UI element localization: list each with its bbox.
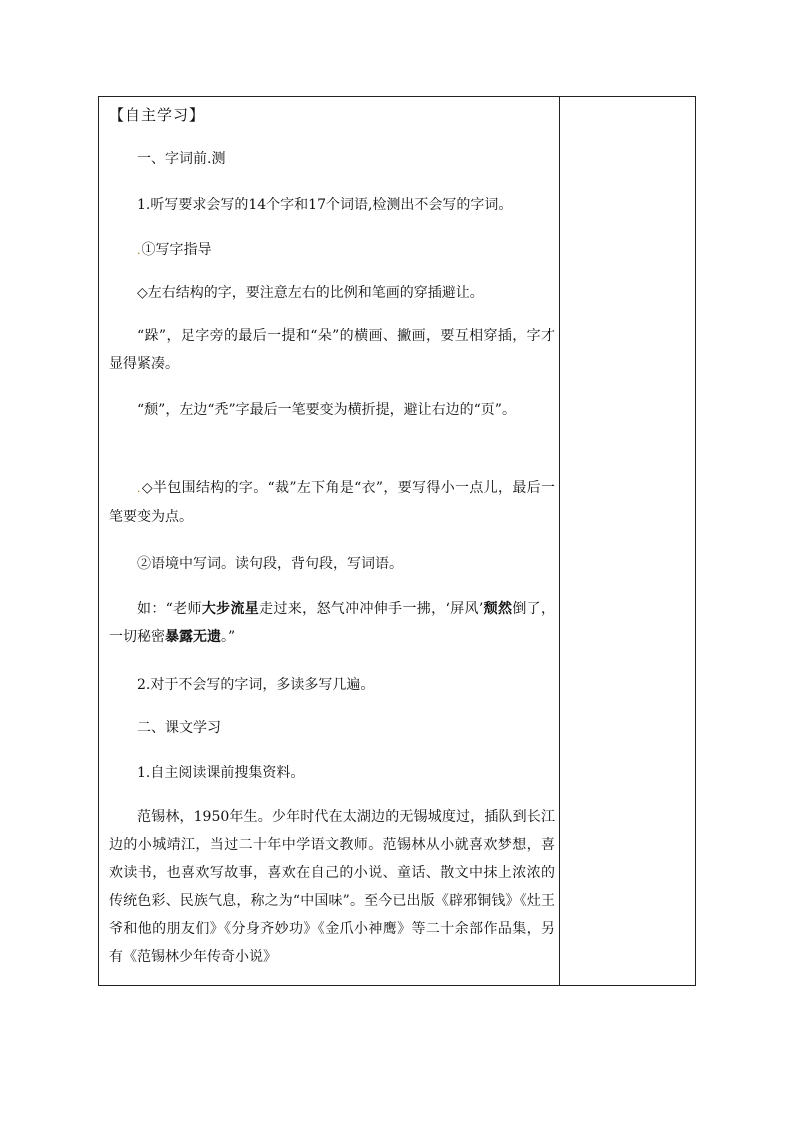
example-word-1: 大步流星 xyxy=(201,601,260,617)
semi-rule-text: ◇半包围结构的字。“裁”左下角是“衣”，要写得小一点儿，最后一笔要变为点。 xyxy=(109,480,555,525)
item1-text: 1.听写要求会写的14个字和17个词语,检测出不会写的字词。 xyxy=(137,197,513,213)
lr-rule-text: ◇左右结构的字，要注意左右的比例和笔画的穿插避让。 xyxy=(137,285,484,301)
example-suffix: 。” xyxy=(221,629,236,645)
tui-example-text: “颓”，左边“秃”字最后一笔要变为横折提，避让右边的“页”。 xyxy=(137,402,516,418)
semi-rule-mark: . xyxy=(137,482,141,495)
lesson-table xyxy=(98,96,696,986)
part1-title: 一、字词前.测 xyxy=(137,151,226,167)
sub1-line xyxy=(109,236,555,265)
duo-example-text: “跺”，足字旁的最后一提和“朵”的横画、撇画，要互相穿插，字才显得紧凑。 xyxy=(109,328,555,372)
example-mid-2: 倒了，一切秘密 xyxy=(109,601,556,645)
author-bio-text: 范锡林，1950年生。少年时代在太湖边的无锡城度过，插队到长江边的小城靖江，当过二十年中学语文教师。范锡林从小就喜欢梦想，喜欢读书，也喜欢写故事，喜欢在自己的小说、童话、散文中抹上浓浓的传统色彩、民族气息，称之为“中国味”。至今已出版《辟邪铜钱》《灶王爷和他的朋友们》《分身齐妙功》《金爪小神鹰》等二十余部作品集，另有《范锡林少年传奇小说》 xyxy=(109,809,555,965)
example-sentence xyxy=(109,595,555,651)
example-prefix: 如：“老师 xyxy=(137,601,202,617)
item2-text: 2.对于不会写的字词，多读多写几遍。 xyxy=(137,677,375,693)
sub1-text: ①写字指导 xyxy=(141,242,212,258)
part2-title: 二、课文学习 xyxy=(137,720,221,736)
example-word-2: 颓然 xyxy=(483,601,513,617)
semi-rule-line xyxy=(109,474,555,531)
sub2-text: ②语境中写词。读句段，背句段，写词语。 xyxy=(137,556,403,572)
section-title: 【自主学习】 xyxy=(109,106,206,124)
sub1-mark: . xyxy=(137,244,141,257)
item3-text: 1.自主阅读课前搜集资料。 xyxy=(137,765,305,781)
example-mid-1: 走过来，怒气冲冲伸手一拂，‘屏风’ xyxy=(259,601,484,617)
notes-cell xyxy=(560,97,695,985)
example-word-3: 暴露无遗 xyxy=(165,629,221,645)
